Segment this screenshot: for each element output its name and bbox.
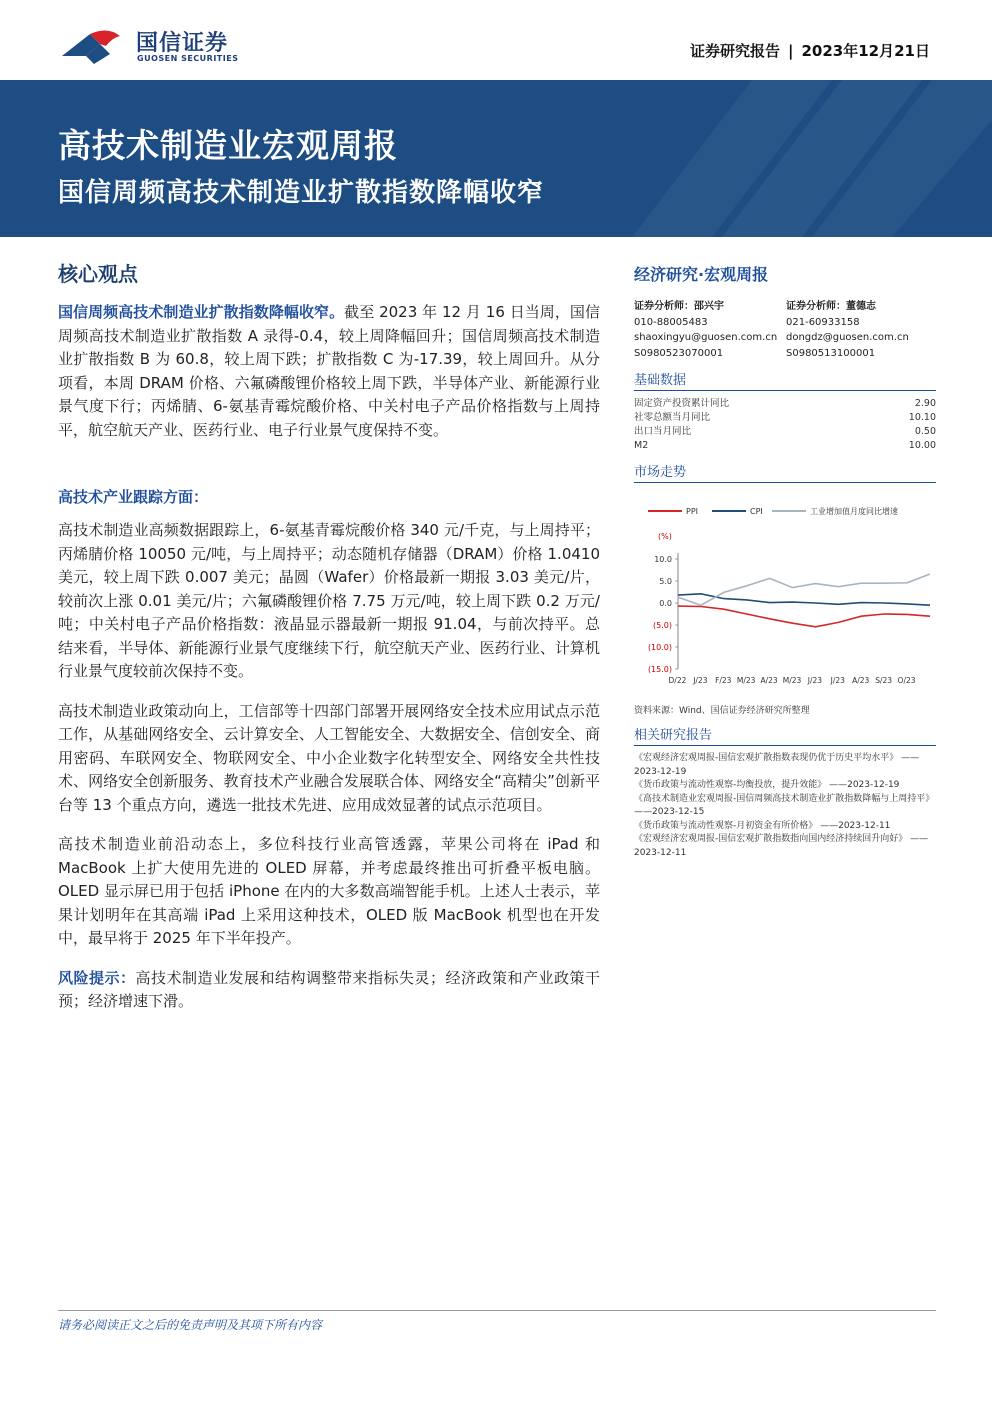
tracking-title: 高技术产业跟踪方面： (58, 488, 209, 506)
analyst-phone: 010-88005483 (634, 316, 708, 328)
x-tick-label: J/23 (807, 676, 823, 685)
basic-data-row (634, 411, 936, 425)
basic-data-row (634, 397, 936, 411)
related-report-item[interactable]: 《货币政策与流动性观察-均衡投放，提升效能》 ——2023-12-19 (634, 780, 900, 790)
market-trend-title-text: 市场走势 (634, 465, 687, 480)
main-content (58, 258, 600, 1014)
analyst-email[interactable]: shaoxingyu@guosen.com.cn (634, 332, 778, 343)
y-tick-label: 0.0 (659, 599, 672, 608)
basic-data-title (634, 369, 936, 391)
basic-data-value: 0.50 (914, 426, 936, 437)
company-logo (60, 24, 260, 70)
y-tick-label: 5.0 (659, 577, 672, 586)
risk-text: 高技术制造业发展和结构调整带来指标失灵；经济政策和产业政策干预；经济增速下滑。 (58, 968, 600, 1010)
series-line (678, 606, 930, 627)
analyst-email[interactable]: dongdz@guosen.com.cn (786, 332, 909, 343)
basic-data-label: M2 (634, 440, 649, 451)
related-reports-title (634, 724, 936, 746)
basic-data-value: 10.00 (908, 440, 936, 451)
x-tick-label: D/22 (668, 676, 687, 685)
related-report-item[interactable]: 《宏观经济宏观周报-国信宏观扩散指数表现仍优于历史平均水平》 ——2023-12-19 (634, 753, 920, 777)
x-tick-label: A/23 (852, 676, 870, 685)
basic-data-value: 2.90 (914, 398, 936, 409)
report-date: 2023年12月21日 (801, 42, 930, 60)
analyst-cert: S0980513100001 (786, 347, 876, 359)
x-tick-label: A/23 (760, 676, 778, 685)
title-banner (0, 80, 992, 237)
related-report-item[interactable]: 《高技术制造业宏观周报-国信周频高技术制造业扩散指数降幅与上周持平》 ——2023-12-15 (634, 793, 935, 817)
y-tick-label: 10.0 (654, 555, 672, 564)
analyst-role: 证券分析师：邵兴宇 (634, 301, 724, 312)
legend-label: CPI (750, 507, 763, 516)
market-trend-title (634, 461, 936, 483)
x-tick-label: O/23 (897, 676, 916, 685)
y-tick-label: (15.0) (647, 665, 672, 674)
banner-decoration (632, 80, 992, 237)
related-reports-list (634, 752, 936, 860)
line-chart-svg (634, 489, 936, 701)
series-line (678, 594, 930, 605)
basic-data-row (634, 439, 936, 453)
footer-divider (58, 1310, 936, 1311)
report-title: 高技术制造业宏观周报 (58, 126, 398, 165)
basic-data-row (634, 425, 936, 439)
core-views-text: 截至 2023 年 12 月 16 日当周，国信周频高技术制造业扩散指数 A 录得-0.4，较上周降幅回升；国信周频高技术制造业扩散指数 B 为 60.8，较上周下跌；扩散指数 C 为-17.39，较上周回升。从分项看，本周 DRAM 价格、六氟磷酸锂价格较上周下跌，半导体产业、新能源行业景气度下行；丙烯腈、6-氨基青霉烷酸价格、中关村电子产品价格指数与上周持平，航空航天产业、医药行业、电子行业景气度保持不变。 (58, 303, 600, 439)
risk-paragraph (58, 967, 600, 1014)
analyst-card (634, 299, 784, 361)
core-views-paragraph (58, 301, 600, 442)
legend-label: PPI (686, 507, 699, 516)
guosen-logo-icon (60, 26, 130, 66)
basic-data-value: 10.10 (908, 412, 936, 423)
analyst-cert: S0980523070001 (634, 347, 724, 359)
legend-label: 工业增加值月度同比增速 (810, 507, 898, 516)
sidebar (634, 262, 936, 860)
report-meta (690, 40, 930, 61)
logo-chinese-name: 国信证券 (136, 31, 229, 56)
y-tick-label: (5.0) (653, 621, 672, 630)
x-tick-label: F/23 (715, 676, 732, 685)
x-tick-label: M/23 (736, 676, 756, 685)
basic-data-title-text: 基础数据 (634, 373, 687, 388)
x-tick-label: J/23 (830, 676, 845, 685)
x-tick-label: M/23 (782, 676, 802, 685)
tracking-paragraph-frontier: 高技术制造业前沿动态上，多位科技行业高管透露，苹果公司将在 iPad 和 MacBook 上扩大使用先进的 OLED 屏幕，并考虑最终推出可折叠平板电脑。OLED 显示屏已用于包括 iPhone 在内的大多数高端智能手机。上述人士表示，苹果计划明年在其高端 iPad 上采用这种技术，OLED 版 MacBook 机型也在开发中，最早将于 2025 年下半年投产。 (58, 835, 600, 947)
basic-data-label: 社零总额当月同比 (634, 412, 711, 423)
analyst-card (786, 299, 936, 361)
x-tick-label: S/23 (875, 676, 893, 685)
analyst-phone: 021-60933158 (786, 316, 860, 328)
analyst-info (634, 299, 936, 361)
report-type: 证券研究报告 (690, 42, 781, 60)
sidebar-title: 经济研究·宏观周报 (634, 265, 769, 284)
analyst-role: 证券分析师：董德志 (786, 301, 876, 312)
market-trend-chart (634, 489, 936, 701)
chart-source: 资料来源：Wind、国信证券经济研究所整理 (634, 706, 810, 716)
risk-label: 风险提示： (58, 968, 136, 987)
related-report-item[interactable]: 《宏观经济宏观周报-国信宏观扩散指数指向国内经济持续回升向好》 ——2023-12-11 (634, 834, 929, 858)
core-views-lead: 国信周频高技术制造业扩散指数降幅收窄。 (58, 303, 345, 321)
related-report-item[interactable]: 《货币政策与流动性观察-月初资金有所价格》 ——2023-12-11 (634, 820, 891, 831)
header-separator: | (788, 42, 794, 60)
report-subtitle: 国信周频高技术制造业扩散指数降幅收窄 (58, 178, 545, 208)
basic-data-label: 出口当月同比 (634, 426, 692, 437)
series-line (678, 574, 930, 605)
y-tick-label: (10.0) (647, 643, 672, 652)
logo-english-name: GUOSEN SECURITIES (137, 54, 239, 63)
related-reports-title-text: 相关研究报告 (634, 728, 713, 743)
y-axis-label: (%) (658, 532, 672, 541)
tracking-paragraph-data: 高技术制造业高频数据跟踪上，6-氨基青霉烷酸价格 340 元/千克，与上周持平；丙烯腈价格 10050 元/吨，与上周持平；动态随机存储器（DRAM）价格 1.0410 美元，较上周下跌 0.007 美元；晶圆（Wafer）价格最新一期报 3.03 美元/片，较前次上涨 0.01 美元/片；六氟磷酸锂价格 7.75 万元/吨，较上周下跌 0.2 万元/吨；中关村电子产品价格指数：液晶显示器最新一期报 91.04，与前次持平。总结来看，半导体、新能源行业景气度继续下行，航空航天产业、医药行业、计算机行业景气度较前次保持不变。 (58, 521, 600, 680)
basic-data-label: 固定资产投资累计同比 (634, 398, 730, 409)
x-tick-label: J/23 (693, 676, 708, 685)
core-views-title: 核心观点 (58, 262, 138, 286)
basic-data-table (634, 397, 936, 453)
footer-disclaimer: 请务必阅读正文之后的免责声明及其项下所有内容 (58, 1318, 323, 1332)
tracking-paragraph-policy: 高技术制造业政策动向上，工信部等十四部门部署开展网络安全技术应用试点示范工作，从基础网络安全、云计算安全、人工智能安全、大数据安全、信创安全、商用密码、车联网安全、物联网安全、中小企业数字化转型安全、网络安全共性技术、网络安全创新服务、教育技术产业融合发展联合体、网络安全“高精尖”创新平台等 13 个重点方向，遴选一批技术先进、应用成效显著的试点示范项目。 (58, 701, 600, 814)
